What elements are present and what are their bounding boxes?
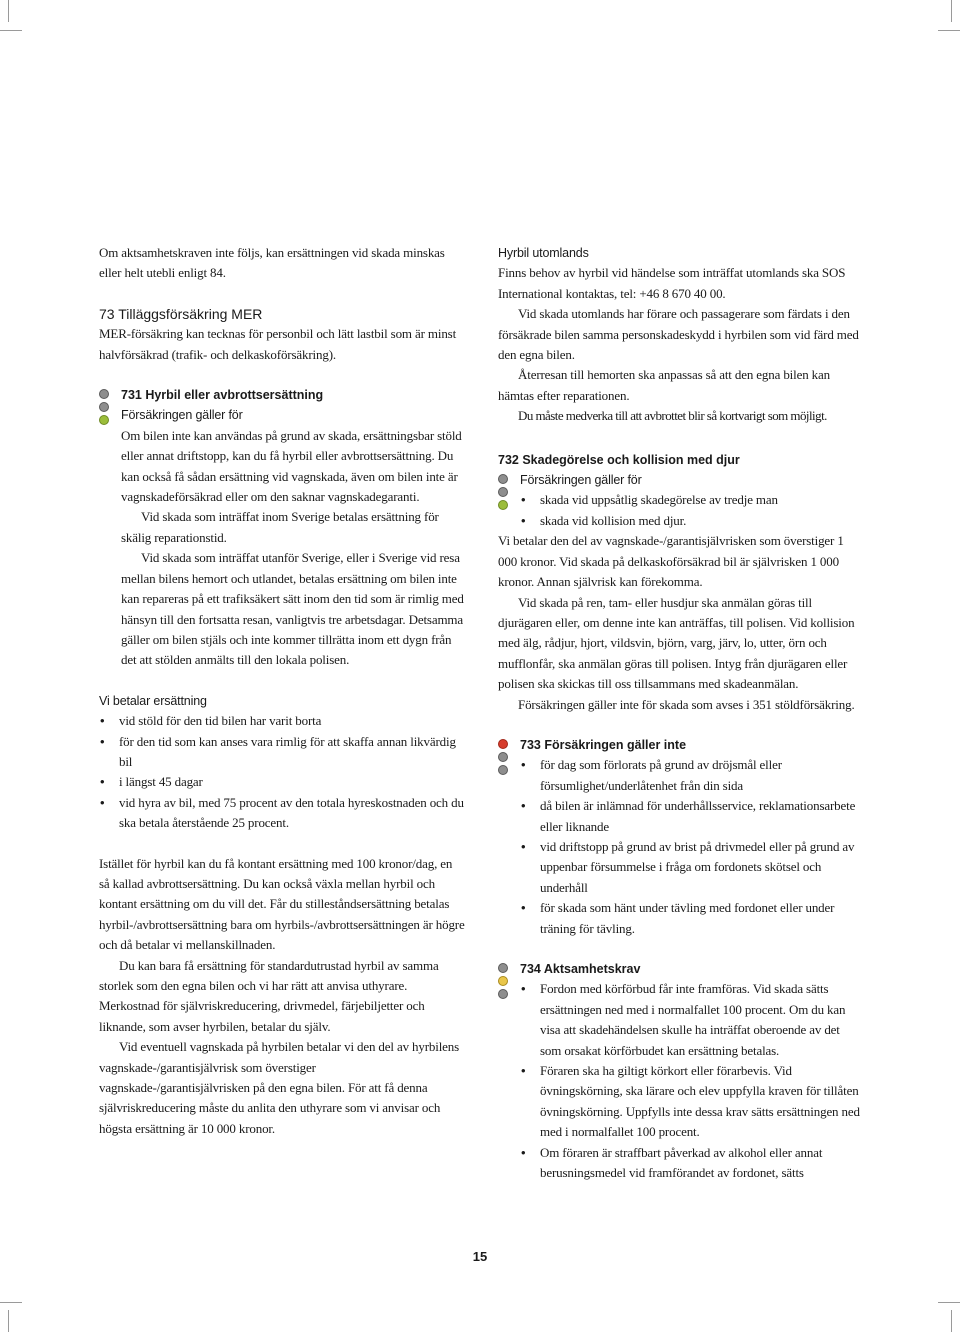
section-731-subtitle: Försäkringen gäller för: [121, 408, 243, 423]
traffic-light-icon-green: [498, 474, 508, 513]
left-column: [99, 243, 465, 1139]
crop-mark-bottom-left-h: [0, 1302, 22, 1303]
section-734-title: 734 Aktsamhetskrav: [520, 962, 641, 976]
section-733: [498, 735, 864, 939]
section-732-paragraph-1: Vi betalar den del av vagnskade-/garantisjälvrisken som överstiger 1 000 kronor. Vid skada på delkaskoförsäkrad bil är självrisken 1 000 kronor. Annan självrisk kan förekomma.: [498, 533, 844, 590]
section-732-list: [520, 490, 864, 531]
section-731-paragraph-3: Vid skada som inträffat utanför Sverige, eller i Sverige vid resa mellan bilens hemort och utlandet, betalas ersättning om bilen inte kan repareras på ett trafiksäkert sätt inom den tid som är rimlig med hänsyn till den fortsatta resan, vanligtvis tre arbetsdagar. Detsamma gäller om bilen stjäls och inte kommer tillrätta inom ett dygn från det att stölden anmälts till den lokala polisen.: [121, 550, 464, 668]
section-732-subtitle: Försäkringen gäller för: [520, 473, 642, 488]
intro-paragraph: Om aktsamhetskraven inte följs, kan ersättningen vid skada minskas eller helt utebli enligt 84.: [99, 245, 445, 281]
section-732-title: 732 Skadegörelse och kollision med djur: [498, 452, 740, 467]
paragraph-standardutrustad: Du kan bara få ersättning för standardutrustad hyrbil av samma storlek som den egna bilen och vi har rätt att anvisa uthyrare. Merkostnad för självriskreducering, drivmedel, färjebiljetter och liknande, som avser hyrbilen, betalar du själv.: [99, 957, 439, 1034]
vi-betalar-list: [99, 711, 465, 833]
section-732-paragraph-2: Vid skada på ren, tam- eller husdjur ska anmälan göras till djurägaren eller, om denne inte kan anträffas, till polisen. Vid kollision med älg, rådjur, hjort, vildsvin, björn, varg, järv, lo, utter, örn och mufflonfår, ska anmälan göras till polisen. Intyg från djurägaren eller polisen ska skickas till oss tillsammans med skadeanmälan.: [498, 594, 855, 692]
hyrbil-paragraph-4: Du måste medverka till att avbrottet blir så kortvarigt som möjligt.: [518, 408, 827, 424]
section-734: [498, 959, 864, 1183]
list-item: • Om föraren är straffbart påverkad av alkohol eller annat berusningsmedel vid framförandet av fordonet, sätts: [520, 1143, 864, 1184]
traffic-light-icon-red: [498, 739, 508, 778]
paragraph-avbrottsersattning: Istället för hyrbil kan du få kontant ersättning med 100 kronor/dag, en så kallad avbrottsersättning. Du kan också växla mellan hyrbil och kontant ersättning om du vill det. Får du stilleståndsersättning betalas hyrbil-/avbrottsersättning bara om hyrbils-/avbrottsersättningen är högre och då betalar vi mellanskillnaden.: [99, 855, 465, 953]
list-item: • i längst 45 dagar: [99, 772, 465, 792]
paragraph-vagnskada-hyrbil: Vid eventuell vagnskada på hyrbilen betalar vi den del av hyrbilens vagnskade-/garantisjälvrisk som överstiger vagnskade-/garantisjälvrisken på den egna bilen. För att få denna självriskreducering måste du anlita den uthyrare som vi anvisar och högsta ersättning är 10 000 kronor.: [99, 1039, 460, 1136]
section-732: [498, 470, 864, 531]
crop-mark-top-right-h: [938, 30, 960, 31]
vi-betalar-heading: Vi betalar ersättning: [99, 693, 207, 708]
section-734-list: [520, 979, 864, 1183]
list-item: • Föraren ska ha giltigt körkort eller förarbevis. Vid övningskörning, ska lärare och elev uppfylla kraven för tillåten övningskörning. Uppfylls inte dessa krav sätts ersättningen ned med i normalfallet 100 procent.: [520, 1061, 864, 1143]
list-item: • skada vid uppsåtlig skadegörelse av tredje man: [520, 490, 864, 510]
section-731-paragraph-1: Om bilen inte kan användas på grund av skada, ersättningsbar stöld eller annat driftstopp, kan du få hyrbil eller avbrottsersättning. Du kan också få sådan ersättning vid vagnskada, även om bilen inte är vagnskadeförsäkrad eller om den saknar vagnskadegaranti.: [121, 427, 462, 505]
traffic-light-icon-yellow: [498, 963, 508, 1002]
list-item: • vid hyra av bil, med 75 procent av den totala hyreskostnaden och du ska betala återstående 25 procent.: [99, 793, 465, 834]
list-item: • för den tid som kan anses vara rimlig för att skaffa annan likvärdig bil: [99, 732, 465, 773]
section-732-paragraph-3: Försäkringen gäller inte för skada som avses i 351 stöldförsäkring.: [518, 696, 855, 712]
right-column: [498, 243, 864, 1183]
section-73-title: 73 Tilläggsförsäkring MER: [99, 305, 263, 322]
page-number: 15: [472, 1249, 488, 1264]
hyrbil-paragraph-2: Vid skada utomlands har förare och passagerare som färdats i den försäkrade bilen samma personskadeskydd i hyrbilen som vid färd med den egna bilen.: [498, 306, 859, 363]
list-item: • då bilen är inlämnad för underhållsservice, reklamationsarbete eller liknande: [520, 796, 864, 837]
crop-mark-top-left-h: [0, 30, 22, 31]
hyrbil-utomlands-title: Hyrbil utomlands: [498, 246, 589, 260]
hyrbil-paragraph-3: Återresan till hemorten ska anpassas så att den egna bilen kan hämtas efter reparationen.: [498, 367, 830, 403]
crop-mark-top-left-v: [8, 0, 9, 22]
section-73-text: MER-försäkring kan tecknas för personbil och lätt lastbil som är minst halvförsäkrad (trafik- och delkaskoförsäkring).: [99, 326, 457, 362]
section-733-title: 733 Försäkringen gäller inte: [520, 737, 687, 752]
section-731-paragraph-2: Vid skada som inträffat inom Sverige betalas ersättning för skälig reparationstid.: [121, 509, 439, 545]
list-item: • Fordon med körförbud får inte framföras. Vid skada sätts ersättningen ned med i normalfallet 100 procent. Om du kan visa att skadehändelsen skulle ha inträffat oberoende av det som orsakat körförbudet kan ersättning betalas.: [520, 979, 864, 1061]
crop-mark-bottom-left-v: [8, 1310, 9, 1332]
section-731: [99, 385, 465, 671]
list-item: • skada vid kollision med djur.: [520, 511, 864, 531]
crop-mark-bottom-right-h: [938, 1302, 960, 1303]
crop-mark-top-right-v: [951, 0, 952, 22]
crop-mark-bottom-right-v: [951, 1310, 952, 1332]
hyrbil-paragraph-1: Finns behov av hyrbil vid händelse som inträffat utomlands ska SOS International kontaktas, tel: +46 8 670 40 00.: [498, 265, 846, 301]
list-item: • vid driftstopp på grund av brist på drivmedel eller på grund av uppenbar försummelse i fråga om fordonets skötsel och underhåll: [520, 837, 864, 898]
list-item: • vid stöld för den tid bilen har varit borta: [99, 711, 465, 731]
list-item: • för skada som hänt under tävling med fordonet eller under träning för tävling.: [520, 898, 864, 939]
list-item: • för dag som förlorats på grund av dröjsmål eller försumlighet/underlåtenhet från din sida: [520, 755, 864, 796]
traffic-light-icon-green: [99, 389, 109, 428]
section-731-title: 731 Hyrbil eller avbrottsersättning: [121, 388, 324, 403]
section-733-list: [520, 755, 864, 939]
